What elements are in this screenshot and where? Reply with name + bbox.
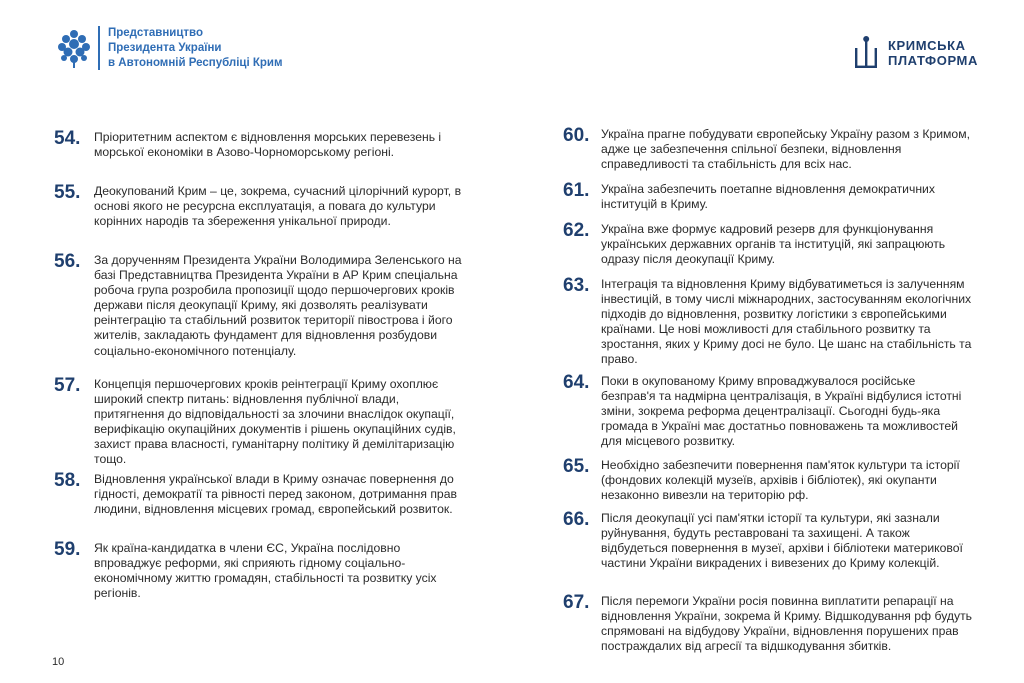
crimea-platform-icon	[852, 36, 880, 70]
item-number: 67.	[563, 592, 590, 613]
item-number: 57.	[54, 375, 81, 396]
list-item	[563, 182, 983, 212]
item-text: Поки в окупованому Криму впроваджувалося російське безправ'я та надмірна централізація, в Україні відбулися істотні зміни, зокрема реформа децентралізації. Сьогодні будь-яка громада в Україні має достатньо повноважень та можливостей для місцевого розвитку.	[601, 374, 962, 449]
item-number: 55.	[54, 182, 81, 203]
list-item	[563, 277, 983, 368]
item-number: 65.	[563, 456, 590, 477]
list-item	[563, 458, 983, 503]
item-text: Україна забезпечить поетапне відновлення демократичних інституцій в Криму.	[601, 182, 935, 212]
list-item	[54, 541, 484, 601]
item-text: Деокупований Крим – це, зокрема, сучасний цілорічний курорт, в основі якого не ресурсна експлуатація, а повага до культури корінних народів та збереження унікальної природи.	[94, 184, 462, 229]
list-item	[54, 253, 484, 359]
item-number: 56.	[54, 251, 81, 272]
item-text: Пріоритетним аспектом є відновлення морських перевезень і морської економіки в Азово-Чорноморському регіоні.	[94, 130, 442, 160]
list-item	[563, 511, 983, 571]
item-number: 63.	[563, 275, 590, 296]
page-number: 10	[52, 656, 65, 668]
item-text: Як країна-кандидатка в члени ЄС, Україна послідовно впроваджує реформи, які сприяють гідному соціально-економічному життю громадян, стабільності та розвитку усіх регіонів.	[94, 541, 437, 601]
item-text: Відновлення української влади в Криму означає повернення до гідності, демократії та рівності перед законом, дотримання прав людини, відновлення місцевих громад, європейський розвиток.	[94, 472, 457, 517]
list-item	[563, 127, 983, 172]
item-text: Після перемоги України росія повинна виплатити репарації на відновлення України, зокрема й Криму. Відшкодування рф будуть спрямовані на відбудову України, відновлення порушених прав постраждалих від агресії та відшкодування збитків.	[601, 594, 973, 654]
list-item	[563, 374, 983, 449]
item-number: 64.	[563, 372, 590, 393]
item-number: 58.	[54, 470, 81, 491]
item-number: 66.	[563, 509, 590, 530]
list-item	[563, 222, 983, 267]
header-divider	[98, 26, 100, 70]
list-item	[563, 594, 983, 654]
crimea-emblem-icon	[54, 26, 94, 70]
item-number: 60.	[563, 125, 590, 146]
list-item	[54, 377, 484, 468]
item-text: Необхідно забезпечити повернення пам'яток культури та історії (фондових колекцій музеїв, архівів і бібліотек), які окупанти незаконно вивезли на територію рф.	[601, 458, 960, 503]
item-text: Україна вже формує кадровий резерв для функціонування українських державних органів та інституцій, які запрацюють одразу після деокупації Криму.	[601, 222, 946, 267]
list-item	[54, 130, 484, 160]
item-text: Концепція першочергових кроків реінтеграції Криму охоплює широкий спектр питань: відновлення публічної влади, притягнення до відповідальності за злочини внаслідок окупації, верифікацію окупаційних документів і рішень окупаційних судів, захист права власності, гуманітарну політику й демілітаризацію тощо.	[94, 377, 456, 467]
crimea-platform-wordmark: КРИМСЬКА ПЛАТФОРМА	[888, 38, 978, 68]
crimea-platform-logo	[852, 36, 978, 70]
item-number: 61.	[563, 180, 590, 201]
list-item	[54, 472, 484, 517]
item-text: Інтеграція та відновлення Криму відбуватиметься із залученням інвестицій, в тому числі міжнародних, застосуванням екологічних підходів до відновлення, розвитку логістики з європейськими країнами. Це нові можливості для стабільного розвитку та зростання, яких у Криму досі не було. Це шанс на стабільність та право.	[601, 277, 972, 367]
list-item	[54, 184, 484, 229]
item-text: За дорученням Президента України Володимира Зеленського на базі Представництва Президента України в АР Крим спеціальна робоча група розробила пропозиції щодо першочергових кроків держави після деокупації Криму, які дозволять реалізувати реінтеграцію та стабільний розвиток території півострова і його жителів, закладають фундамент для відновлення розбудови соціально-економічного потенціалу.	[94, 253, 462, 358]
item-text: Україна прагне побудувати європейську Україну разом з Кримом, адже це забезпечення спільної безпеки, відновлення справедливості та стабільність для всіх нас.	[601, 127, 970, 172]
header-organization	[54, 26, 283, 71]
item-number: 62.	[563, 220, 590, 241]
item-text: Після деокупації усі пам'ятки історії та культури, які зазнали руйнування, будуть реставровані та захищені. А також відбудеться повернення в музеї, архіви і бібліотеки материкової частини України викрадених і вивезених до Криму колекцій.	[601, 511, 963, 571]
item-number: 54.	[54, 128, 81, 149]
item-number: 59.	[54, 539, 81, 560]
organization-name: Представництво Президента України в Автономній Республіці Крим	[108, 27, 283, 69]
